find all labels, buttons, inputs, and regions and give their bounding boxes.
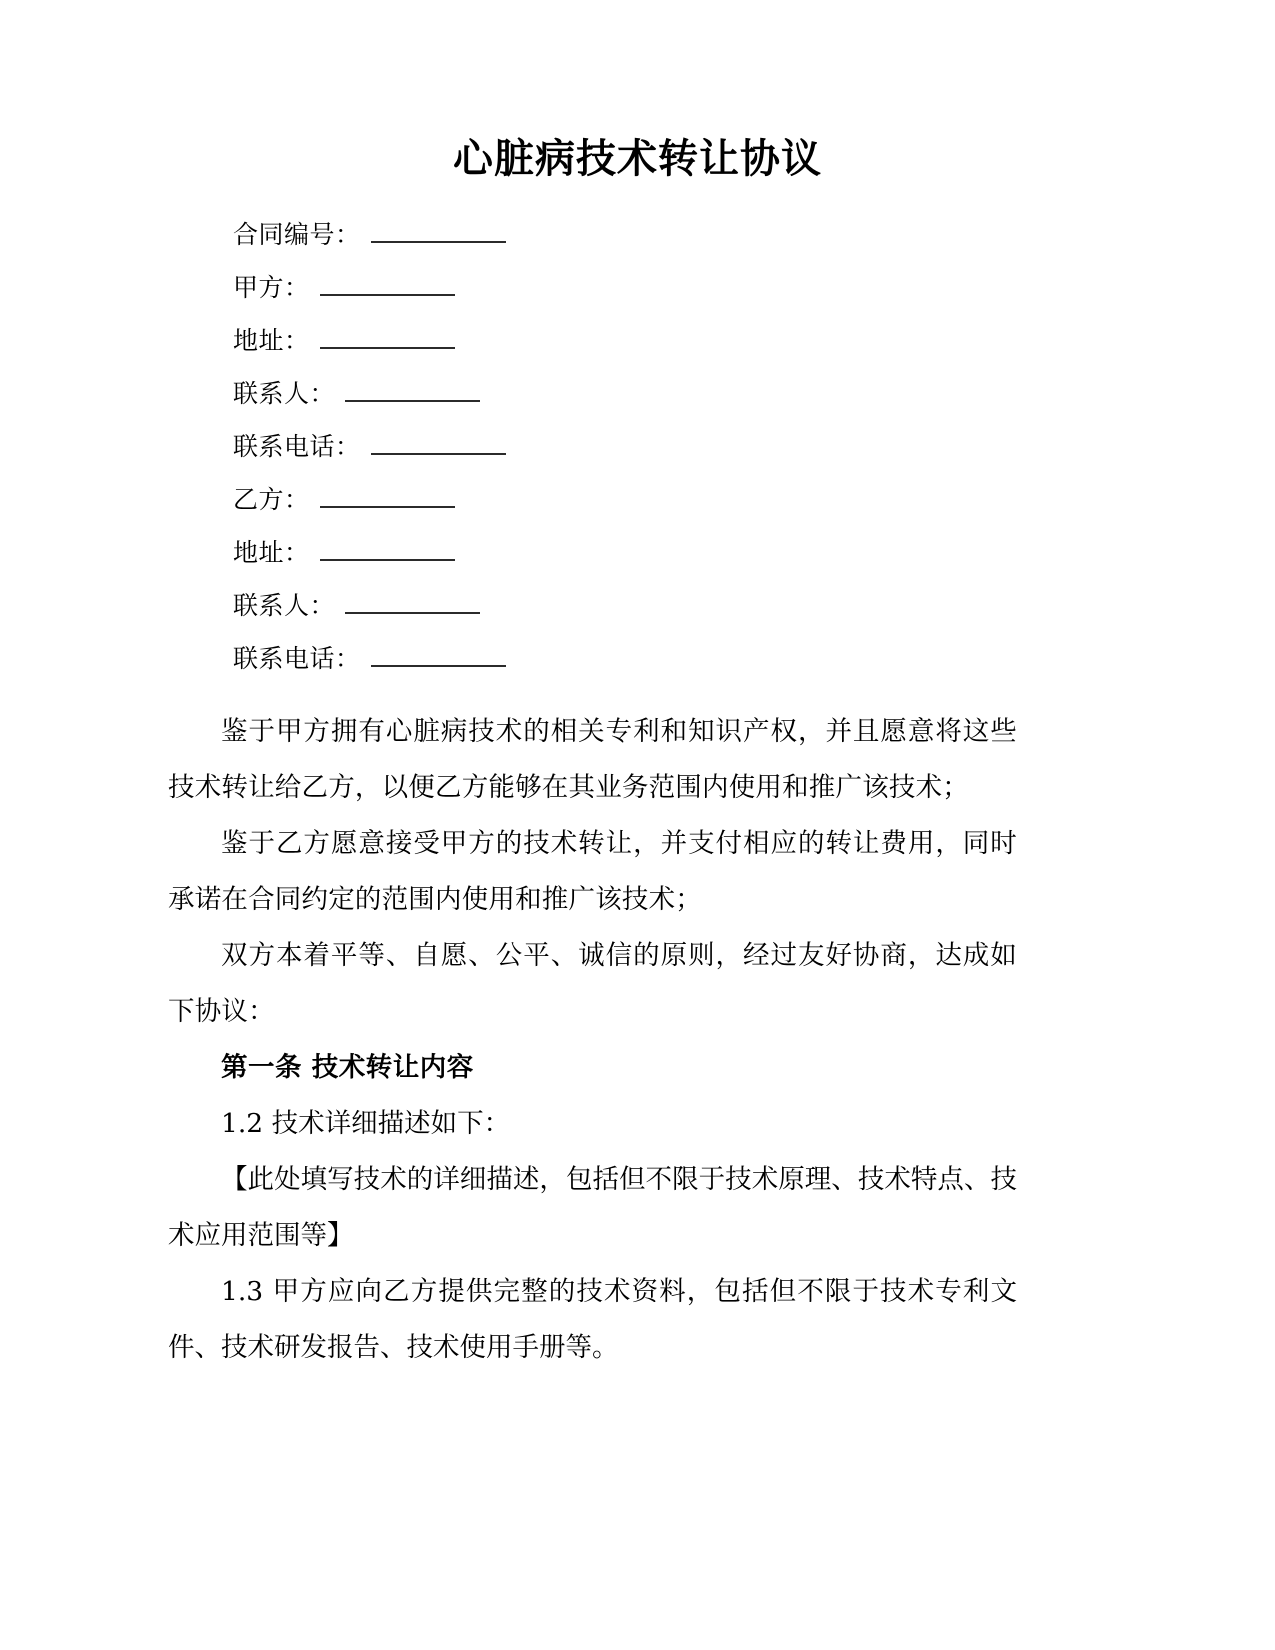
recital-paragraph-1: 鉴于甲方拥有心脏病技术的相关专利和知识产权，并且愿意将这些技术转让给乙方，以便乙方能够在其业务范围内使用和推广该技术； — [168, 716, 1017, 804]
field-row-party-a-phone — [0, 431, 1275, 484]
field-row-party-b-address — [0, 537, 1275, 590]
recital-paragraph-3: 双方本着平等、自愿、公平、诚信的原则，经过友好协商，达成如下协议： — [168, 940, 1017, 1028]
field-row-party-a-contact — [0, 378, 1275, 431]
field-label-contract-number: 合同编号： — [233, 220, 361, 250]
field-row-party-b — [0, 484, 1275, 537]
field-row-party-b-phone — [0, 643, 1275, 696]
clause-1-3: 1.3 甲方应向乙方提供完整的技术资料，包括但不限于技术专利文件、技术研发报告、技术使用手册等。 — [168, 1276, 1017, 1364]
field-blank-party-a-address[interactable] — [320, 325, 455, 349]
field-blank-party-b-phone[interactable] — [371, 643, 506, 667]
recital-paragraph-2: 鉴于乙方愿意接受甲方的技术转让，并支付相应的转让费用，同时承诺在合同约定的范围内使用和推广该技术； — [168, 828, 1017, 916]
field-label-party-a-contact: 联系人： — [233, 379, 336, 409]
field-blank-party-a[interactable] — [320, 272, 455, 296]
field-blank-party-b-contact[interactable] — [345, 590, 480, 614]
section-heading-article-one: 第一条 技术转让内容 — [221, 1052, 474, 1084]
field-blank-party-b-address[interactable] — [320, 537, 455, 561]
field-blank-party-a-contact[interactable] — [345, 378, 480, 402]
clause-1-2: 1.2 技术详细描述如下： — [221, 1108, 511, 1140]
field-label-party-b: 乙方： — [233, 485, 310, 515]
field-label-party-b-address: 地址： — [233, 538, 310, 568]
document-body — [0, 696, 1275, 1376]
field-blank-contract-number[interactable] — [371, 219, 506, 243]
field-row-contract-number — [0, 219, 1275, 272]
field-row-party-b-contact — [0, 590, 1275, 643]
field-label-party-b-contact: 联系人： — [233, 591, 336, 621]
page-title: 心脏病技术转让协议 — [453, 136, 822, 182]
field-blank-party-a-phone[interactable] — [371, 431, 506, 455]
field-blank-party-b[interactable] — [320, 484, 455, 508]
contract-fields-list — [0, 183, 1275, 696]
clause-1-2-placeholder: 【此处填写技术的详细描述，包括但不限于技术原理、技术特点、技术应用范围等】 — [168, 1164, 1017, 1252]
field-label-party-a-address: 地址： — [233, 326, 310, 356]
field-label-party-a: 甲方： — [233, 273, 310, 303]
field-label-party-a-phone: 联系电话： — [233, 432, 361, 462]
field-label-party-b-phone: 联系电话： — [233, 644, 361, 674]
field-row-party-a-address — [0, 325, 1275, 378]
field-row-party-a — [0, 272, 1275, 325]
